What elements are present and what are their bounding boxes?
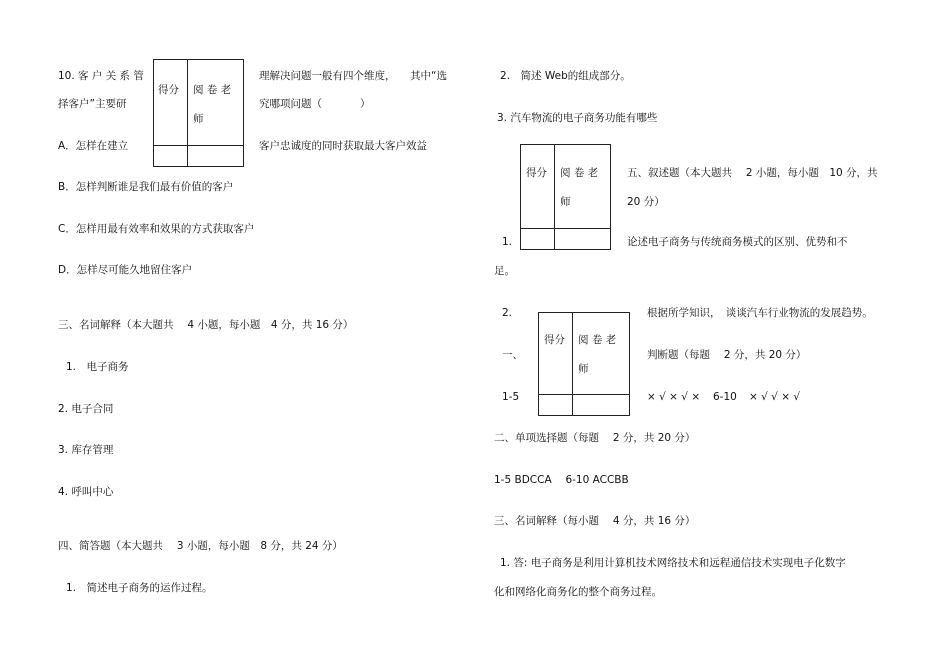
answer-section-2-heading: 二、单项选择题（每题 2 分，共 20 分） [494, 432, 696, 444]
option-c: C．怎样用最有效率和效果的方式获取客户 [58, 223, 255, 235]
short-answer-1: 1. 简述电子商务的运作过程。 [66, 582, 213, 594]
question-10-paren-close: ） [360, 98, 371, 110]
score-box-3-score-label: 得分 [544, 334, 565, 346]
answer-1-range: 1-5 [502, 391, 520, 403]
option-b: B．怎样判断谁是我们最有价值的客户 [58, 181, 234, 193]
essay-1-text-cont: 足。 [494, 265, 515, 277]
score-box-2-score-label: 得分 [526, 167, 547, 179]
score-box-2-grader-label: 阅 卷 老 [560, 167, 599, 179]
term-3: 3. 库存管理 [58, 444, 114, 456]
essay-2-text: 根据所学知识， 谈谈汽车行业物流的发展趋势。 [647, 307, 873, 319]
score-box-1-grader-label: 阅 卷 老 [193, 84, 232, 96]
essay-1-text: 论述电子商务与传统商务模式的区别、优势和不 [627, 236, 848, 248]
score-box-1-divider [187, 59, 188, 167]
question-10-part-c: 其中“选 [410, 70, 447, 82]
answer-section-1-heading: 判断题（每题 2 分，共 20 分） [647, 349, 807, 361]
section-5-heading-cont: 20 分） [627, 196, 665, 208]
section-5-heading: 五、叙述题（本大题共 2 小题，每小题 10 分，共 [627, 167, 878, 179]
essay-1-number: 1. [502, 236, 513, 248]
score-box-3-row-line [538, 394, 630, 395]
question-10-part-b: 理解决问题一般有四个维度， [259, 70, 396, 82]
answer-3-line-1: 1. 答: 电子商务是利用计算机技术网络技术和远程通信技术实现电子化数字 [500, 557, 846, 569]
answer-3-line-2: 化和网络化商务化的整个商务过程。 [494, 586, 662, 598]
answer-1-marks-b: × √ √ × √ [749, 391, 801, 403]
score-box-3-grader-label-2: 师 [578, 363, 589, 375]
score-box-1-grader-label-2: 师 [193, 113, 204, 125]
score-box-2-row-line [520, 228, 611, 229]
section-4-heading: 四、简答题（本大题共 3 小题，每小题 8 分，共 24 分） [58, 540, 343, 552]
option-a-part-1: A．怎样在建立 [58, 140, 129, 152]
answer-1-marks-a: × √ × √ × [647, 391, 701, 403]
score-box-1-score-label: 得分 [158, 84, 179, 96]
short-answer-2: 2. 简述 Web的组成部分。 [500, 70, 631, 82]
score-box-2-grader-label-2: 师 [560, 196, 571, 208]
answer-section-3-heading: 三、名词解释（每小题 4 分，共 16 分） [494, 515, 696, 527]
option-a-part-2: 客户忠诚度的同时获取最大客户效益 [259, 140, 427, 152]
option-d: D．怎样尽可能久地留住客户 [58, 264, 193, 276]
short-answer-3: 3. 汽车物流的电子商务功能有哪些 [497, 112, 658, 124]
answer-section-2-values: 1-5 BDCCA 6-10 ACCBB [494, 474, 629, 486]
answer-1-range-b: 6-10 [713, 391, 737, 403]
section-3-heading: 三、名词解释（本大题共 4 小题，每小题 4 分，共 16 分） [58, 319, 354, 331]
question-10-part-a: 10. 客 户 关 系 管 [58, 70, 144, 82]
term-4: 4. 呼叫中心 [58, 486, 114, 498]
score-box-1-row-line [153, 145, 244, 146]
term-2: 2. 电子合同 [58, 403, 114, 415]
answer-section-1-number: 一、 [502, 349, 523, 361]
essay-2-number: 2. [502, 307, 513, 319]
question-10-part-d: 择客户”主要研 [58, 98, 127, 110]
score-box-3-divider [572, 312, 573, 416]
term-1: 1. 电子商务 [66, 361, 129, 373]
question-10-part-e: 究哪项问题（ [259, 98, 322, 110]
score-box-2-divider [554, 144, 555, 250]
score-box-3-grader-label: 阅 卷 老 [578, 334, 617, 346]
